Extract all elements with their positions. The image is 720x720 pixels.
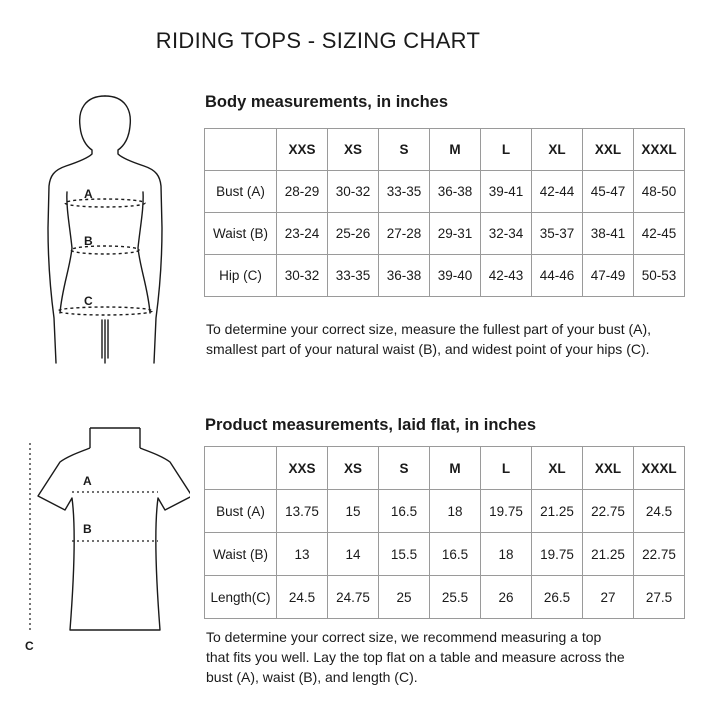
table-cell: 33-35	[328, 255, 379, 297]
size-header: L	[481, 447, 532, 490]
product-measurements-heading: Product measurements, laid flat, in inches	[205, 416, 537, 434]
table-cell: 27-28	[379, 213, 430, 255]
size-header: XXXL	[634, 129, 685, 171]
table-row	[205, 171, 685, 213]
note-line: bust (A), waist (B), and length (C).	[206, 669, 418, 685]
table-cell: 19.75	[481, 490, 532, 533]
table-cell: 32-34	[481, 213, 532, 255]
size-header: XL	[532, 129, 583, 171]
table-cell: 45-47	[583, 171, 634, 213]
table-cell: 25-26	[328, 213, 379, 255]
size-header: M	[430, 129, 481, 171]
table-cell: 29-31	[430, 213, 481, 255]
top-label-c: C	[25, 639, 34, 653]
body-label-b: B	[84, 234, 93, 248]
table-cell: 30-32	[277, 255, 328, 297]
table-cell: 42-44	[532, 171, 583, 213]
table-cell: 24.75	[328, 576, 379, 619]
table-cell: 19.75	[532, 533, 583, 576]
row-label: Length(C)	[205, 576, 277, 619]
table-header-row	[205, 129, 685, 171]
table-cell: 21.25	[532, 490, 583, 533]
note-line: that fits you well. Lay the top flat on a table and measure across the	[206, 649, 625, 665]
note-line: To determine your correct size, we recommend measuring a top	[206, 629, 602, 645]
body-measurement-instructions	[206, 319, 706, 359]
size-header: XL	[532, 447, 583, 490]
size-header: XXS	[277, 447, 328, 490]
table-cell: 39-40	[430, 255, 481, 297]
table-row	[205, 576, 685, 619]
table-cell: 27.5	[634, 576, 685, 619]
note-line: To determine your correct size, measure the fullest part of your bust (A),	[206, 321, 652, 337]
table-cell: 23-24	[277, 213, 328, 255]
table-cell: 42-45	[634, 213, 685, 255]
product-measurements-table	[204, 446, 685, 619]
page-title: RIDING TOPS - SIZING CHART	[155, 28, 481, 53]
table-row	[205, 213, 685, 255]
row-label: Hip (C)	[205, 255, 277, 297]
row-label: Waist (B)	[205, 213, 277, 255]
table-cell: 48-50	[634, 171, 685, 213]
table-cell: 13.75	[277, 490, 328, 533]
size-header: M	[430, 447, 481, 490]
size-header: XXL	[583, 129, 634, 171]
size-header: S	[379, 129, 430, 171]
table-cell: 24.5	[277, 576, 328, 619]
table-cell: 35-37	[532, 213, 583, 255]
size-header: XS	[328, 447, 379, 490]
table-header-row	[205, 447, 685, 490]
body-silhouette-figure	[30, 88, 180, 368]
table-cell: 21.25	[583, 533, 634, 576]
table-cell: 36-38	[379, 255, 430, 297]
table-cell: 18	[481, 533, 532, 576]
size-header: XXS	[277, 129, 328, 171]
size-header: XXL	[583, 447, 634, 490]
body-label-c: C	[84, 294, 93, 308]
row-label: Bust (A)	[205, 171, 277, 213]
table-cell: 50-53	[634, 255, 685, 297]
table-row	[205, 490, 685, 533]
table-cell: 33-35	[379, 171, 430, 213]
header-corner-cell	[205, 129, 277, 171]
table-cell: 14	[328, 533, 379, 576]
table-cell: 25.5	[430, 576, 481, 619]
header-corner-cell	[205, 447, 277, 490]
table-cell: 44-46	[532, 255, 583, 297]
body-measurements-table	[204, 128, 685, 297]
size-header: XS	[328, 129, 379, 171]
table-cell: 22.75	[634, 533, 685, 576]
top-label-b: B	[83, 522, 92, 536]
table-cell: 16.5	[430, 533, 481, 576]
top-label-a: A	[83, 474, 92, 488]
table-cell: 36-38	[430, 171, 481, 213]
table-cell: 18	[430, 490, 481, 533]
table-cell: 47-49	[583, 255, 634, 297]
size-header: S	[379, 447, 430, 490]
product-measurement-instructions	[206, 627, 706, 687]
size-header: L	[481, 129, 532, 171]
table-cell: 26.5	[532, 576, 583, 619]
table-cell: 13	[277, 533, 328, 576]
size-header: XXXL	[634, 447, 685, 490]
riding-top-flat-figure	[20, 418, 190, 658]
table-cell: 28-29	[277, 171, 328, 213]
note-line: smallest part of your natural waist (B), and widest point of your hips (C).	[206, 341, 650, 357]
table-cell: 39-41	[481, 171, 532, 213]
row-label: Bust (A)	[205, 490, 277, 533]
table-cell: 42-43	[481, 255, 532, 297]
table-cell: 25	[379, 576, 430, 619]
table-cell: 38-41	[583, 213, 634, 255]
table-cell: 30-32	[328, 171, 379, 213]
table-cell: 27	[583, 576, 634, 619]
body-measurements-heading: Body measurements, in inches	[205, 93, 448, 111]
table-cell: 26	[481, 576, 532, 619]
table-cell: 15.5	[379, 533, 430, 576]
row-label: Waist (B)	[205, 533, 277, 576]
table-cell: 15	[328, 490, 379, 533]
table-row	[205, 255, 685, 297]
table-cell: 22.75	[583, 490, 634, 533]
body-label-a: A	[84, 187, 93, 201]
table-row	[205, 533, 685, 576]
table-cell: 16.5	[379, 490, 430, 533]
table-cell: 24.5	[634, 490, 685, 533]
